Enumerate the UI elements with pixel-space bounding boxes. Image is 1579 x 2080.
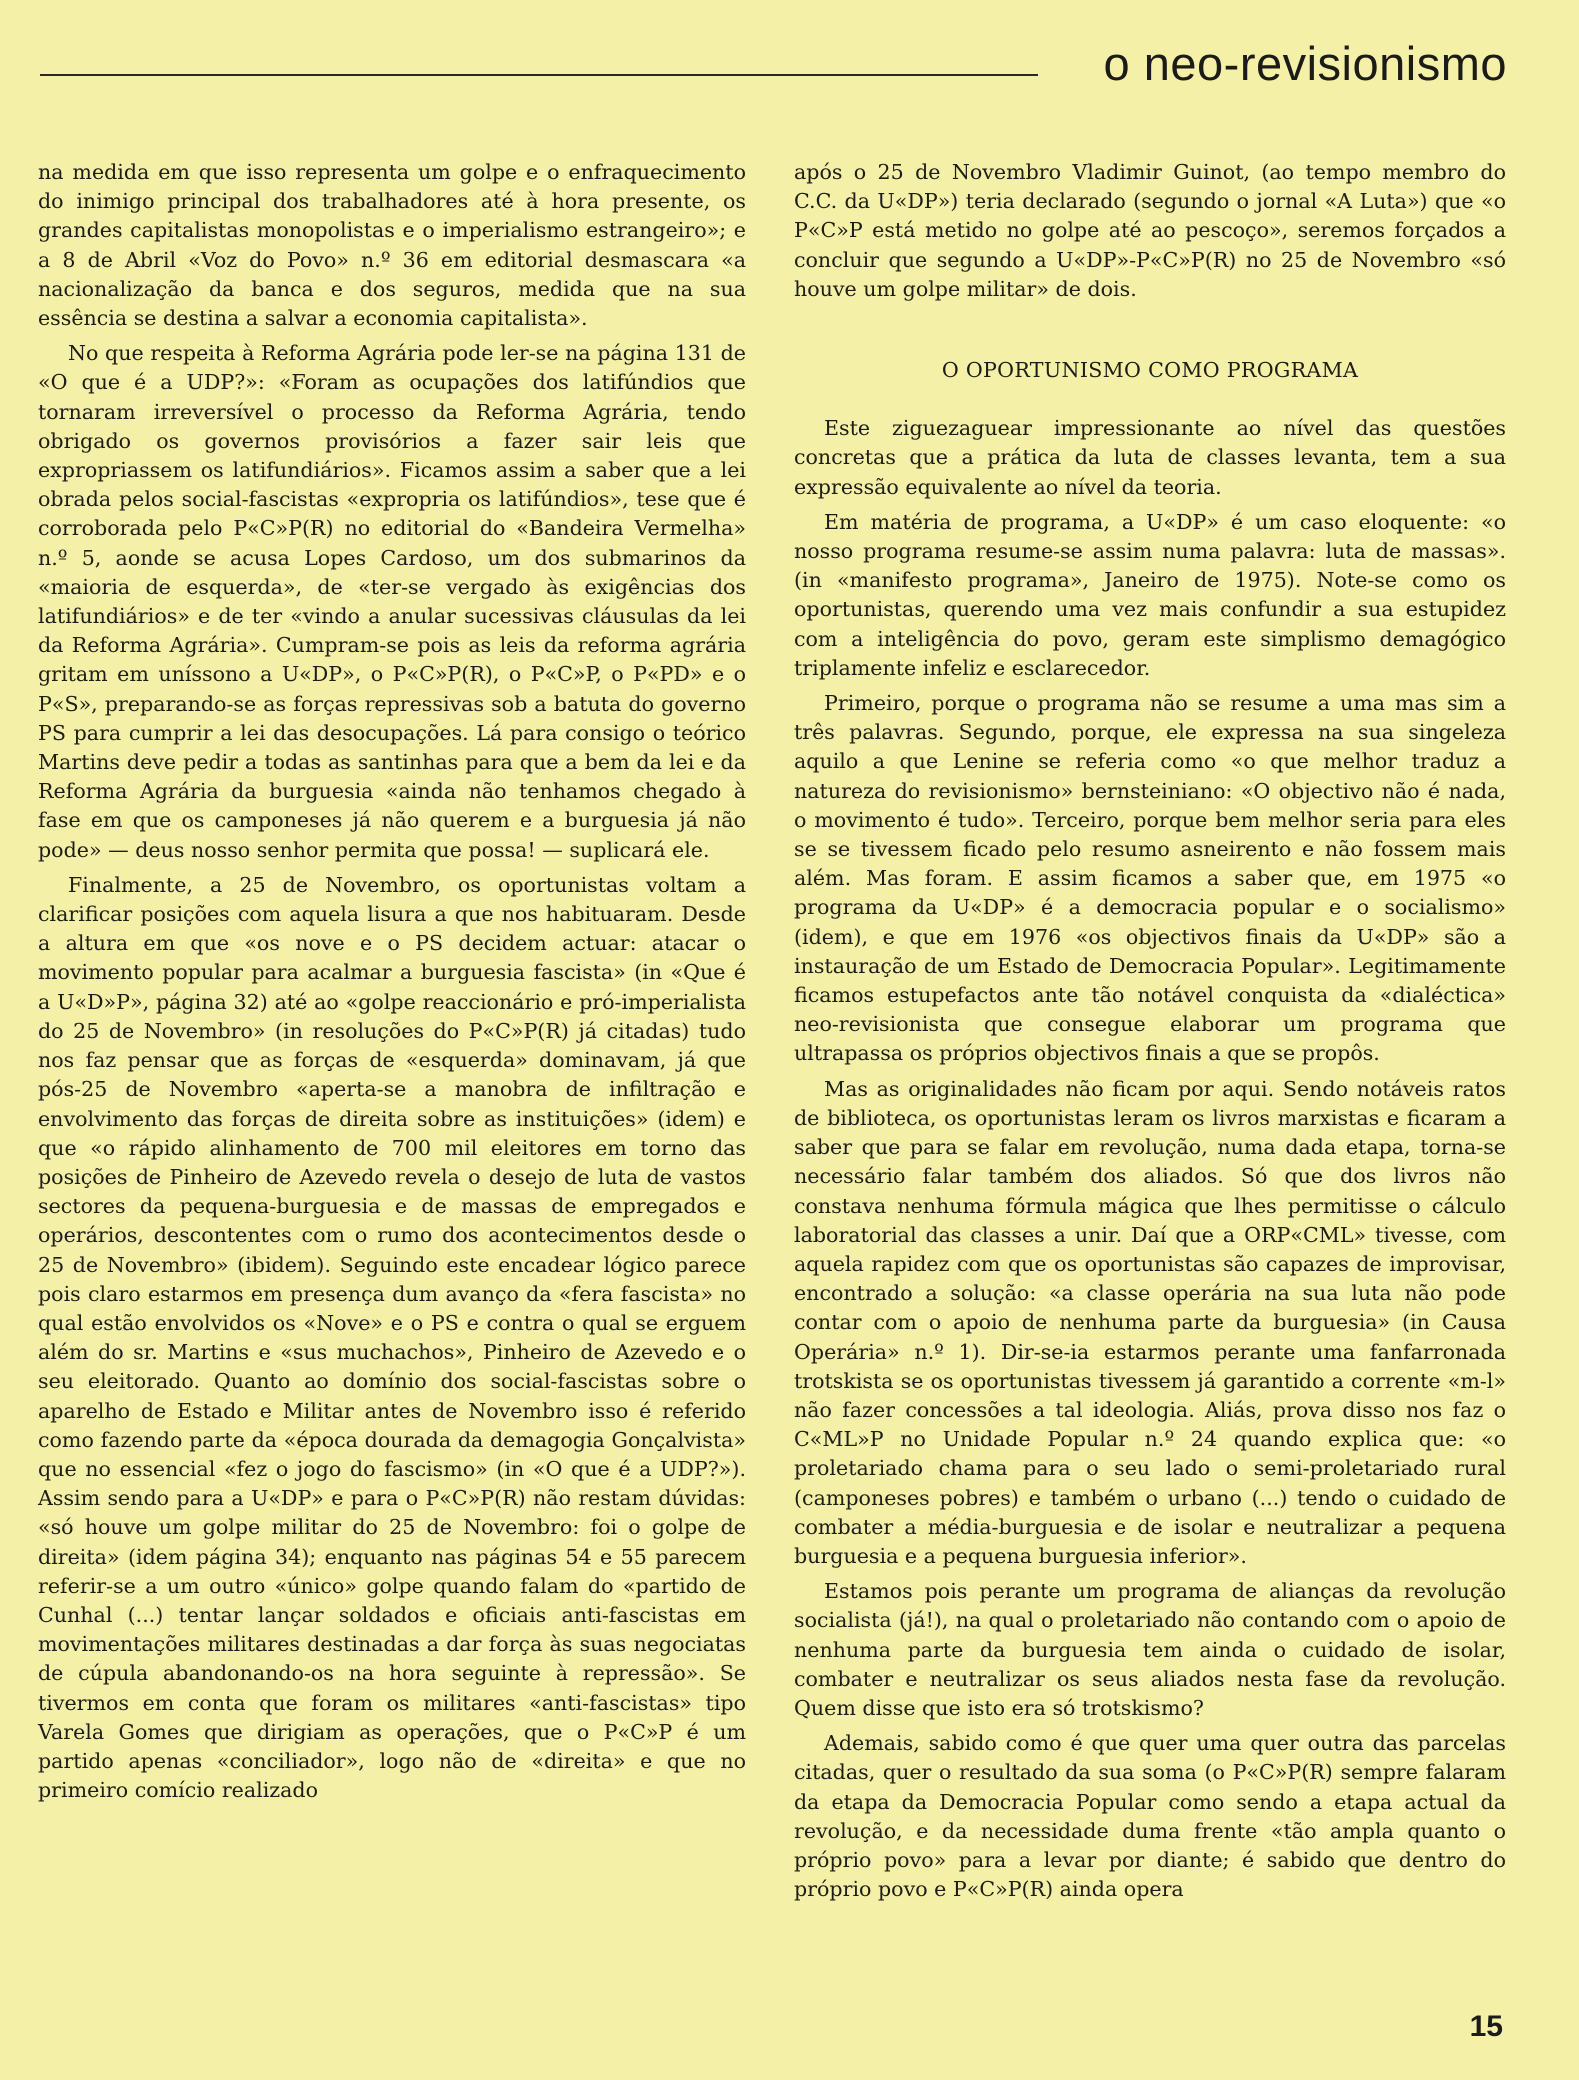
right-column — [794, 158, 1506, 1904]
paragraph: Finalmente, a 25 de Novembro, os oportunistas voltam a clarificar posições com aquela lisura a que nos habituaram. Desde a altura em que «os nove e o PS decidem actuar: atacar o movimento popular para acalmar a burguesia fascista» (in «Que é a U«D»P», página 32) até ao «golpe reaccionário e pró-imperialista do 25 de Novembro» (in resoluções do P«C»P(R) já citadas) tudo nos faz pensar que as forças de «esquerda» dominavam, já que pós-25 de Novembro «aperta-se a manobra de infiltração e envolvimento das forças de direita sobre as instituições» (idem) e que «o rápido alinhamento de 700 mil eleitores em torno das posições de Pinheiro de Azevedo revela o desejo de luta de vastos sectores da pequena-burguesia e de massas de empregados e operários, descontentes com o rumo dos acontecimentos desde o 25 de Novembro» (ibidem). Seguindo este encadear lógico parece pois claro estarmos em presença dum avanço da «fera fascista» no qual estão envolvidos os «Nove» e o PS e contra o qual se erguem além do sr. Martins e «sus muchachos», Pinheiro de Azevedo e o seu eleitorado. Quanto ao domínio dos social-fascistas sobre o aparelho de Estado e Militar antes de Novembro isso é referido como fazendo parte da «época dourada da demagogia Gonçalvista» que no essencial «fez o jogo do fascismo» (in «O que é a UDP?»). Assim sendo para a U«DP» e para o P«C»P(R) não restam dúvidas: «só houve um golpe militar do 25 de Novembro: foi o golpe de direita» (idem página 34); enquanto nas páginas 54 e 55 parecem referir-se a um outro «único» golpe quando falam do «partido de Cunhal (...) tentar lançar soldados e oficiais anti-fascistas em movimentações militares destinadas a dar força às suas negociatas de cúpula abandonando-os na hora seguinte à repressão». Se tivermos em conta que foram os militares «anti-fascistas» tipo Varela Gomes que dirigiam as operações, que o P«C»P é um partido apenas «conciliador», logo não de «direita» e que no primeiro comício realizado — [38, 872, 746, 1803]
header-rule — [40, 74, 1038, 76]
running-header-title: o neo-revisionismo — [1103, 37, 1507, 90]
paragraph: Em matéria de programa, a U«DP» é um caso eloquente: «o nosso programa resume-se assim numa palavra: luta de massas». (in «manifesto programa», Janeiro de 1975). Note-se como os oportunistas, querendo uma vez mais confundir a sua estupidez com a inteligência do povo, geram este simplismo demagógico triplamente infeliz e esclarecedor. — [794, 509, 1506, 680]
left-column — [38, 158, 746, 1805]
paragraph: Este ziguezaguear impressionante ao nível das questões concretas que a prática da luta de classes levanta, tem a sua expressão equivalente ao nível da teoria. — [794, 416, 1506, 499]
page-number: 15 — [1469, 2010, 1503, 2043]
paragraph: após o 25 de Novembro Vladimir Guinot, (ao tempo membro do C.C. da U«DP») teria declarado (segundo o jornal «A Luta») que «o P«C»P está metido no golpe até ao pescoço», seremos forçados a concluir que segundo a U«DP»-P«C»P(R) no 25 de Novembro «só houve um golpe militar» de dois. — [794, 160, 1506, 301]
paragraph: Primeiro, porque o programa não se resume a uma mas sim a três palavras. Segundo, porque, ele expressa na sua singeleza aquilo a que Lenine se referia como «o que melhor traduz a natureza do revisionismo» bernsteiniano: «O objectivo não é nada, o movimento é tudo». Terceiro, porque bem melhor seria para eles se se tivessem ficado pelo resumo asneirento e não fossem mais além. Mas foram. E assim ficamos a saber que, em 1975 «o programa da U«DP» é a democracia popular e o socialismo» (idem), e que em 1976 «os objectivos finais da U«DP» são a instauração de um Estado de Democracia Popular». Legitimamente ficamos estupefactos ante tão notável conquista da «dialéctica» neo-revisionista que consegue elaborar um programa que ultrapassa os próprios objectivos finais a que se propôs. — [794, 691, 1506, 1066]
paragraph: na medida em que isso representa um golpe e o enfraquecimento do inimigo principal dos trabalhadores até à hora presente, os grandes capitalistas monopolistas e o imperialismo estrangeiro»; e a 8 de Abril «Voz do Povo» n.º 36 em editorial desmascara «a nacionalização da banca e dos seguros, medida que na sua essência se destina a salvar a economia capitalista». — [38, 160, 746, 331]
paragraph: Estamos pois perante um programa de alianças da revolução socialista (já!), na qual o proletariado não contando com o apoio de nenhuma parte da burguesia tem ainda o cuidado de isolar, combater e neutralizar os seus aliados nesta fase da revolução. Quem disse que isto era só trotskismo? — [794, 1579, 1506, 1720]
section-heading: O OPORTUNISMO COMO PROGRAMA — [941, 358, 1359, 383]
paragraph: Ademais, sabido como é que quer uma quer outra das parcelas citadas, quer o resultado da sua soma (o P«C»P(R) sempre falaram da etapa da Democracia Popular como sendo a etapa actual da revolução, e da necessidade duma frente «tão ampla quanto o próprio povo» para a levar por diante; é sabido que dentro do próprio povo e P«C»P(R) ainda opera — [794, 1731, 1506, 1902]
paragraph: No que respeita à Reforma Agrária pode ler-se na página 131 de «O que é a UDP?»: «Foram as ocupações dos latifúndios que tornaram irreversível o processo da Reforma Agrária, tendo obrigado os governos provisórios a fazer sair leis que expropriassem os latifundiários». Ficamos assim a saber que a lei obrada pelos social-fascistas «expropria os latifúndios», tese que é corroborada pelo P«C»P(R) no editorial do «Bandeira Vermelha» n.º 5, aonde se acusa Lopes Cardoso, um dos submarinos da «maioria de esquerda», de «ter-se vergado às exigências dos latifundiários» e de ter «vindo a anular sucessivas cláusulas da lei da Reforma Agrária». Cumpram-se pois as leis da reforma agrária gritam em uníssono a U«DP», o P«C»P(R), o P«C»P, o P«PD» e o P«S», preparando-se as forças repressivas sob a batuta do governo PS para cumprir a lei das desocupações. Lá para consigo o teórico Martins deve pedir a todas as santinhas para que a bem da lei e da Reforma Agrária da burguesia «ainda não tenhamos chegado à fase em que os camponeses já não querem e a burguesia já não pode» — deus nosso senhor permita que possa! — suplicará ele. — [38, 341, 746, 862]
paragraph: Mas as originalidades não ficam por aqui. Sendo notáveis ratos de biblioteca, os oportunistas leram os livros marxistas e ficaram a saber que para se falar em revolução, numa dada etapa, torna-se necessário falar também dos aliados. Só que dos livros não constava nenhuma fórmula mágica que lhes permitisse o cálculo laboratorial das classes a unir. Daí que a ORP«CML» tivesse, com aquela rapidez com que os oportunistas são capazes de improvisar, encontrado a solução: «a classe operária na sua luta não pode contar com o apoio de nenhuma parte da burguesia» (in Causa Operária» n.º 1). Dir-se-ia estarmos perante uma fanfarronada trotskista se os oportunistas tivessem já garantido a corrente «m-l» não fazer concessões a tal ideologia. Aliás, prova disso nos faz o C«ML»P no Unidade Popular n.º 24 quando explica que: «o proletariado chama para o seu lado o semi-proletariado rural (camponeses pobres) e também o urbano (...) tendo o cuidado de combater a média-burguesia e de isolar e neutralizar a pequena burguesia e a pequena burguesia inferior». — [794, 1076, 1506, 1568]
